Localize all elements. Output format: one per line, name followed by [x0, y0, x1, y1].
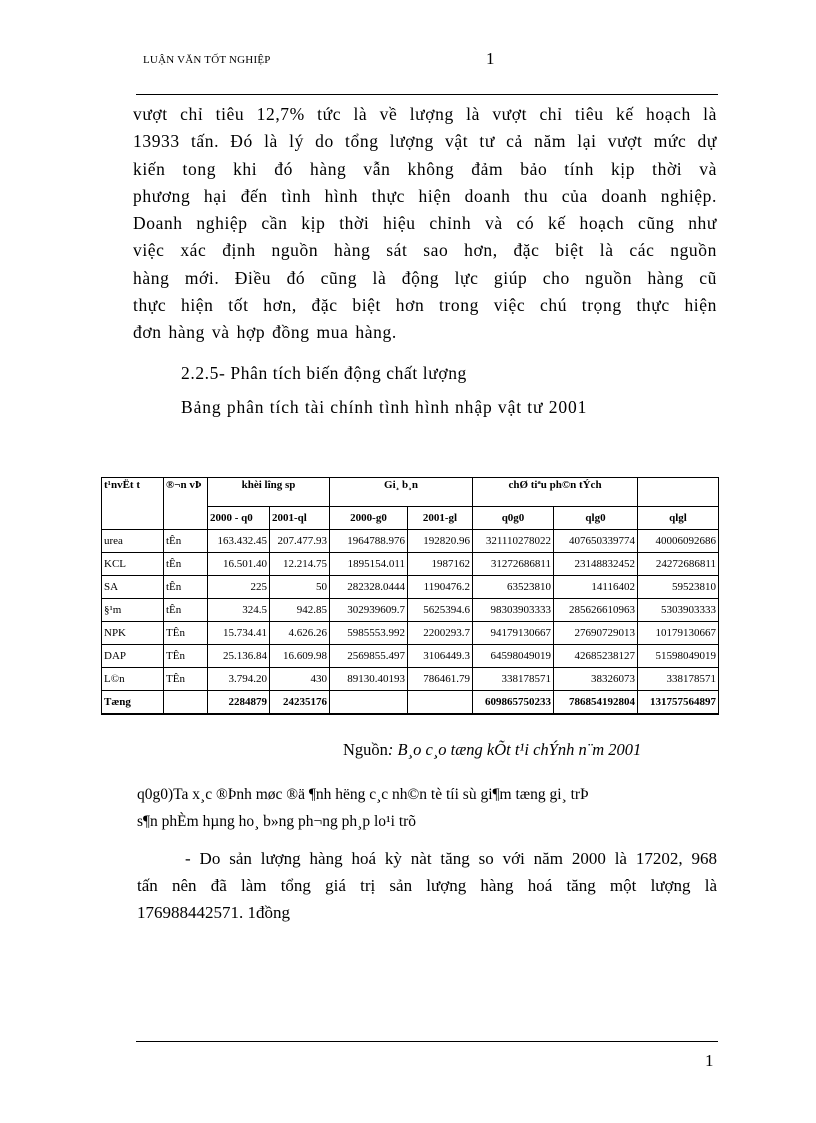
table-caption: Bảng phân tích tài chính tình hình nhập vật tư 2001 — [181, 397, 588, 417]
cell-q0: 225 — [208, 576, 270, 599]
cell-total-q0: 2284879 — [208, 691, 270, 715]
text-line: đơn hàng và hợp đồng mua hàng. — [133, 322, 397, 343]
cell-q1: 207.477.93 — [270, 530, 330, 553]
cell-name: KCL — [102, 553, 164, 576]
header-g0: 2000-g0 — [330, 507, 408, 530]
header-q1g0: qlg0 — [554, 507, 638, 530]
header-quantity: khèi lîng sp — [208, 478, 330, 507]
table-row — [102, 622, 719, 645]
cell-unit: tÊn — [164, 553, 208, 576]
cell-q0g0: 98303903333 — [473, 599, 554, 622]
cell-q0: 15.734.41 — [208, 622, 270, 645]
cell-q1: 942.85 — [270, 599, 330, 622]
header-q0: 2000 - q0 — [208, 507, 270, 530]
cell-q0g0: 94179130667 — [473, 622, 554, 645]
cell-total-q1g0: 786854192804 — [554, 691, 638, 715]
cell-g1: 1987162 — [408, 553, 473, 576]
body-paragraph-1 — [133, 101, 717, 347]
cell-total-unit — [164, 691, 208, 715]
text-line: q0g0)Ta x¸c ®Þnh møc ®ä ¶nh hëng c¸c nh©n tè tíi sù gi¶m tæng gi¸ trÞ — [137, 786, 589, 803]
cell-g1: 2200293.7 — [408, 622, 473, 645]
cell-g0: 5985553.992 — [330, 622, 408, 645]
cell-q1g0: 23148832452 — [554, 553, 638, 576]
cell-q0g0: 64598049019 — [473, 645, 554, 668]
text-line: kiến tong khi đó hàng vẫn không đảm bảo tính kịp thời và — [133, 158, 717, 179]
cell-q1g0: 285626610963 — [554, 599, 638, 622]
cell-q0: 3.794.20 — [208, 668, 270, 691]
text-line: việc xác định nguồn hàng sát sao hơn, đặc biệt là các nguồn — [133, 240, 717, 261]
cell-unit: tÊn — [164, 576, 208, 599]
cell-q1g1: 59523810 — [638, 576, 719, 599]
financial-table — [101, 477, 719, 715]
cell-q0g0: 321110278022 — [473, 530, 554, 553]
cell-q1g1: 40006092686 — [638, 530, 719, 553]
header-q1g1: qlgl — [638, 507, 719, 530]
text-line: thực hiện tốt hơn, đặc biệt hơn trong việc chú trọng thực hiện — [133, 295, 717, 316]
text-line: s¶n phÈm hµng ho¸ b»ng ph¬ng ph¸p lo¹i trõ — [137, 813, 417, 830]
cell-g0: 89130.40193 — [330, 668, 408, 691]
section-subheading: 2.2.5- Phân tích biến động chất lượng — [181, 363, 467, 383]
cell-unit: tÊn — [164, 530, 208, 553]
cell-q1: 50 — [270, 576, 330, 599]
text-line: hàng mới. Điều đó cũng là động lực giúp cho nguồn hàng cũ — [133, 267, 717, 288]
cell-q1: 16.609.98 — [270, 645, 330, 668]
source-line — [343, 740, 641, 760]
table-row — [102, 668, 719, 691]
cell-q0g0: 338178571 — [473, 668, 554, 691]
cell-q1g1: 5303903333 — [638, 599, 719, 622]
source-value: : B¸o c¸o tæng kÕt t¹i chÝnh n¨m 2001 — [387, 740, 642, 759]
header-empty — [638, 478, 719, 507]
cell-q1g0: 42685238127 — [554, 645, 638, 668]
header-price: Gi¸ b¸n — [330, 478, 473, 507]
table-row — [102, 599, 719, 622]
cell-q0: 324.5 — [208, 599, 270, 622]
cell-q1g0: 27690729013 — [554, 622, 638, 645]
cell-total-label: Tæng — [102, 691, 164, 715]
cell-q1g1: 51598049019 — [638, 645, 719, 668]
body-paragraph-2 — [137, 845, 717, 926]
header-q0g0: q0g0 — [473, 507, 554, 530]
cell-q0: 25.136.84 — [208, 645, 270, 668]
cell-q1g0: 38326073 — [554, 668, 638, 691]
cell-g0: 282328.0444 — [330, 576, 408, 599]
footer-rule — [136, 1041, 718, 1042]
cell-g1: 1190476.2 — [408, 576, 473, 599]
header-g1: 2001-gl — [408, 507, 473, 530]
cell-q0g0: 63523810 — [473, 576, 554, 599]
cell-g1: 786461.79 — [408, 668, 473, 691]
cell-q0g0: 31272686811 — [473, 553, 554, 576]
cell-q1: 430 — [270, 668, 330, 691]
cell-total-g1 — [408, 691, 473, 715]
cell-total-q1: 24235176 — [270, 691, 330, 715]
cell-name: SA — [102, 576, 164, 599]
table-total-row — [102, 691, 719, 715]
header-unit: ®¬n vÞ — [164, 478, 208, 530]
cell-q1: 12.214.75 — [270, 553, 330, 576]
cell-q0: 16.501.40 — [208, 553, 270, 576]
cell-q1g1: 24272686811 — [638, 553, 719, 576]
cell-name: L©n — [102, 668, 164, 691]
cell-q1g1: 10179130667 — [638, 622, 719, 645]
header-material: t¹nvËt t — [102, 478, 164, 530]
cell-g0: 1895154.011 — [330, 553, 408, 576]
text-line: 13933 tấn. Đó là lý do tổng lượng vật tư cả năm lại vượt mức dự — [133, 131, 717, 152]
cell-q0: 163.432.45 — [208, 530, 270, 553]
cell-unit: TÊn — [164, 645, 208, 668]
cell-g0: 302939609.7 — [330, 599, 408, 622]
table-row — [102, 530, 719, 553]
text-line: tấn nên đã làm tổng giá trị sản lượng hàng hoá tăng một lượng là — [137, 876, 717, 895]
cell-total-q1g1: 131757564897 — [638, 691, 719, 715]
cell-unit: TÊn — [164, 668, 208, 691]
cell-g1: 5625394.6 — [408, 599, 473, 622]
cell-total-g0 — [330, 691, 408, 715]
table-row — [102, 645, 719, 668]
source-label: Nguồn — [343, 740, 388, 759]
cell-name: NPK — [102, 622, 164, 645]
page-header-left: LUẬN VĂN TỐT NGHIỆP — [143, 54, 271, 66]
text-line: Doanh nghiệp cần kịp thời hiệu chỉnh và có kế hoạch cũng như — [133, 213, 717, 234]
table-row — [102, 576, 719, 599]
cell-q1g0: 14116402 — [554, 576, 638, 599]
cell-g1: 192820.96 — [408, 530, 473, 553]
header-rule — [136, 94, 718, 95]
table-header-row — [102, 478, 719, 507]
footer-page-number: 1 — [705, 1051, 714, 1070]
cell-g0: 2569855.497 — [330, 645, 408, 668]
cell-g1: 3106449.3 — [408, 645, 473, 668]
cell-total-q0g0: 609865750233 — [473, 691, 554, 715]
cell-unit: tÊn — [164, 599, 208, 622]
text-line: 176988442571. 1đồng — [137, 903, 290, 922]
text-line: vượt chỉ tiêu 12,7% tức là về lượng là vượt chỉ tiêu kế hoạch là — [133, 104, 717, 124]
cell-g0: 1964788.976 — [330, 530, 408, 553]
text-line: phương hại đến tình hình thực hiện doanh thu của doanh nghiệp. — [133, 185, 717, 206]
cell-name: DAP — [102, 645, 164, 668]
cell-name: urea — [102, 530, 164, 553]
page-header-number: 1 — [486, 49, 495, 68]
table-row — [102, 553, 719, 576]
cell-unit: TÊn — [164, 622, 208, 645]
cell-q1g0: 407650339774 — [554, 530, 638, 553]
header-indicators: chØ tiªu ph©n tÝch — [473, 478, 638, 507]
header-q1: 2001-ql — [270, 507, 330, 530]
cell-q1: 4.626.26 — [270, 622, 330, 645]
cell-name: §¹m — [102, 599, 164, 622]
note-text — [137, 781, 717, 835]
text-line: - Do sản lượng hàng hoá kỳ nàt tăng so với năm 2000 là 17202, 968 — [185, 849, 717, 868]
cell-q1g1: 338178571 — [638, 668, 719, 691]
